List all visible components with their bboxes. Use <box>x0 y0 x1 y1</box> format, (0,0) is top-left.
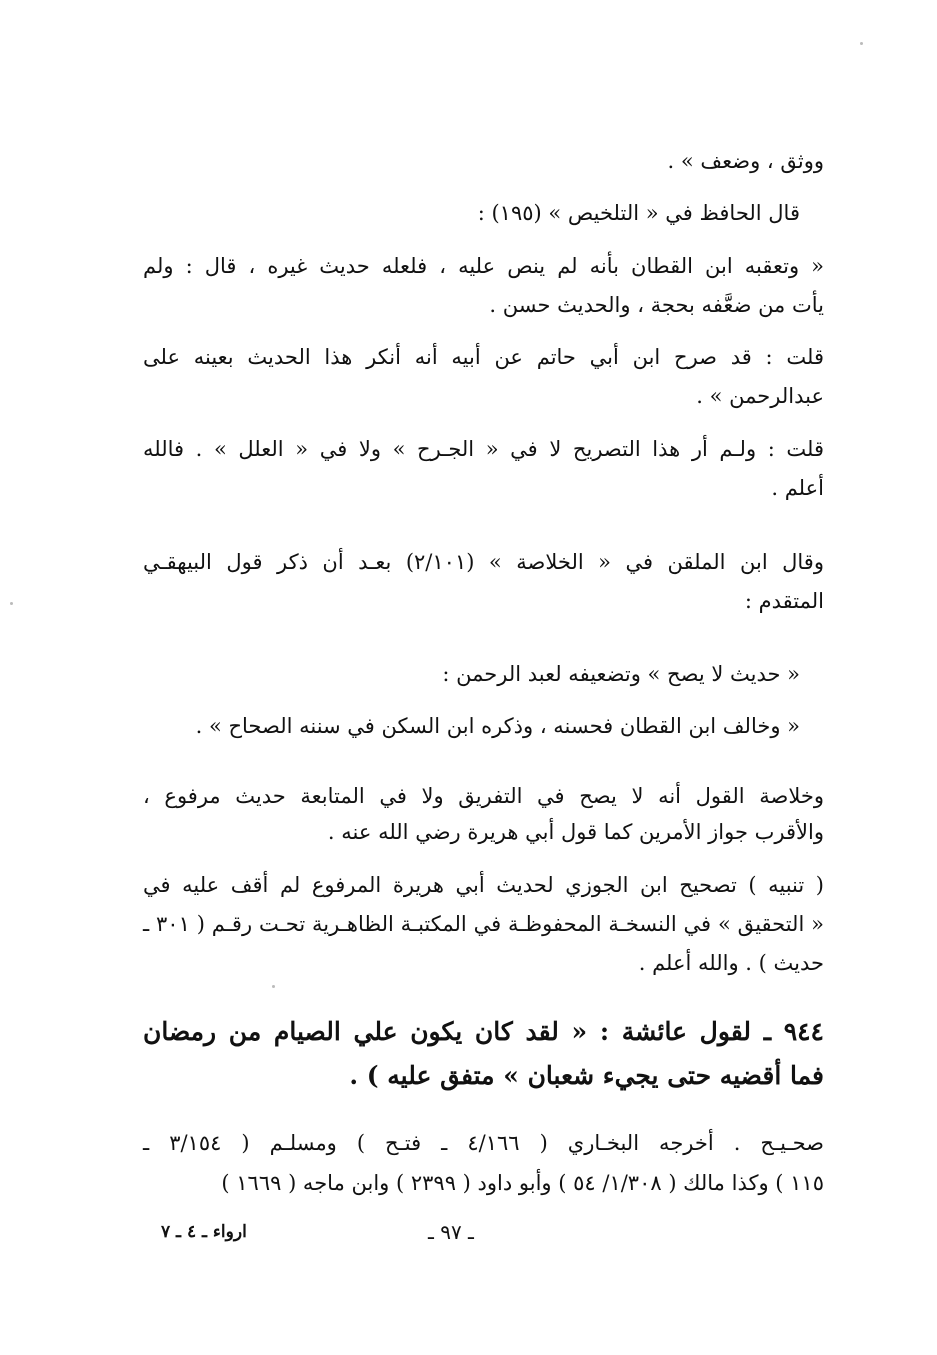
text-line: ووثق ، وضعف » . <box>667 149 824 173</box>
text-line: عبدالرحمن » . <box>696 384 824 408</box>
quote-line: « وخالف ابن القطان فحسنه ، وذكره ابن السكن في سننه الصحاح » . <box>195 714 800 738</box>
note-line: حديث ) . والله أعلم . <box>638 951 824 975</box>
text-line: « وتعقبه ابن القطان بأنه لم ينص عليه ، فلعله حديث غيره ، قال : ولم <box>143 254 824 278</box>
text-line: قلت : ولـم أر هذا التصريح لا في « الجـرح » ولا في « العلل » . فالله <box>143 437 824 461</box>
page-number: ـ ٩٧ ـ <box>428 1220 474 1244</box>
speck <box>860 42 863 45</box>
text-line: والأقرب جواز الأمرين كما قول أبي هريرة رضي الله عنه . <box>327 820 824 844</box>
printer-signature: ارواء ـ ٤ ـ ٧ <box>161 1222 247 1242</box>
hadith-heading: ٩٤٤ ـ لقول عائشة : « لقد كان يكون علي الصيام من رمضان <box>143 1017 824 1046</box>
text-line: وقال ابن الملقن في « الخلاصة » (٢/١٠١) بعـد أن ذكر قول البيهقـي <box>143 550 824 574</box>
text-line: يأت من ضعَّفه بحجة ، والحديث حسن . <box>489 293 824 317</box>
text-line: قلت : قد صرح ابن أبي حاتم عن أبيه أنه أنكر هذا الحديث بعينه على <box>143 345 824 369</box>
hadith-heading: فما أقضيه حتى يجيء شعبان » متفق عليه ) . <box>349 1061 824 1090</box>
note-line: « التحقيق » في النسخـة المحفوظـة في المكتبـة الظاهـرية تحـت رقـم ( ٣٠١ ـ <box>143 912 824 936</box>
text-line: المتقدم : <box>744 589 824 613</box>
note-line: ( تنبيه ) تصحيح ابن الجوزي لحديث أبي هريرة المرفوع لم أقف عليه في <box>143 873 824 897</box>
speck <box>10 602 13 605</box>
speck <box>272 985 275 988</box>
page-footer <box>143 1218 824 1248</box>
text-line: وخلاصة القول أنه لا يصح في التفريق ولا في المتابعة حديث مرفوع ، <box>143 784 824 808</box>
quote-line: « حديث لا يصح » وتضعيفه لعبد الرحمن : <box>442 662 800 686</box>
text-line: قال الحافظ في « التلخيص » (١٩٥) : <box>477 201 800 225</box>
takhrij-line: صحـيـح . أخرجه البخـاري ( ٤/١٦٦ ـ فتـح ) ومسلـم ( ٣/١٥٤ ـ <box>143 1131 824 1155</box>
takhrij-line: ١١٥ ) وكذا مالك ( ١/٣٠٨/ ٥٤ ) وأبو داود ( ٢٣٩٩ ) وابن ماجه ( ١٦٦٩ ) <box>221 1171 824 1195</box>
text-line: أعلم . <box>771 476 824 500</box>
